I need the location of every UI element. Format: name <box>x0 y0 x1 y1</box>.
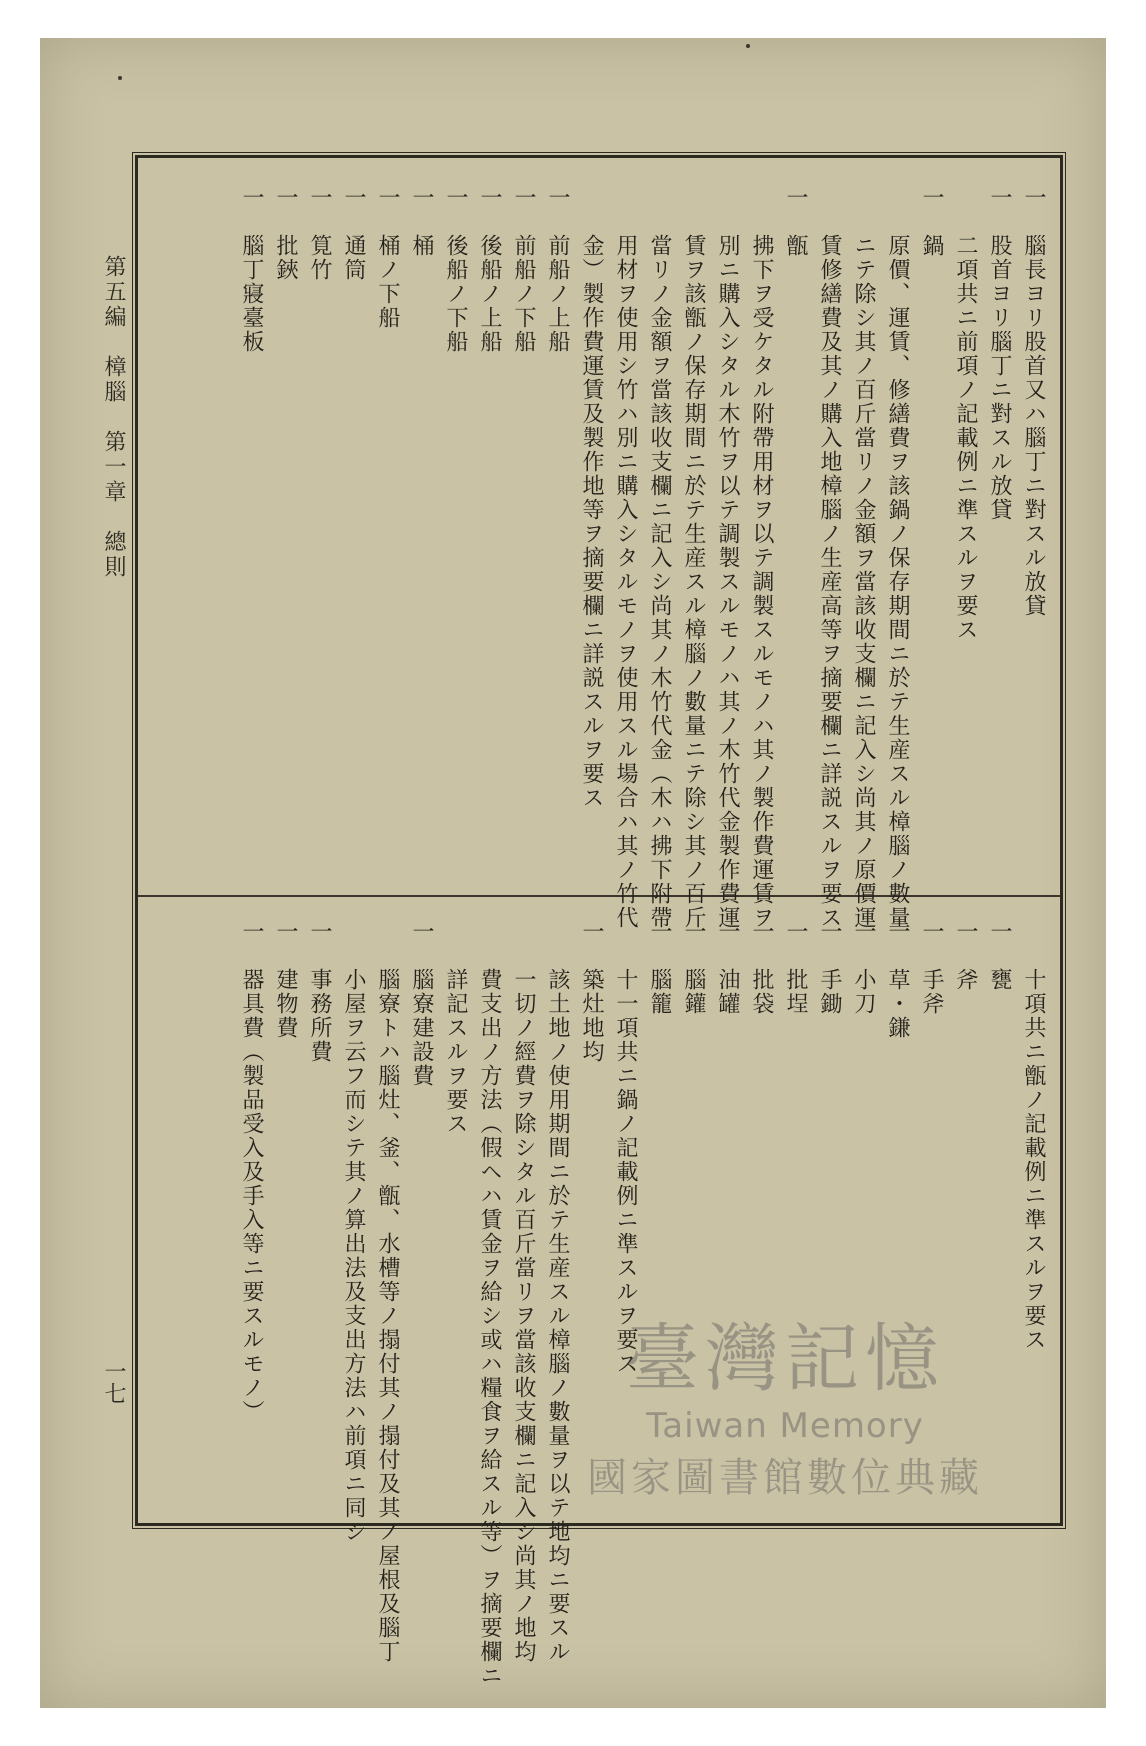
lower-column: 一 腦寮建設費 <box>409 920 434 1088</box>
lower-column: 一 事務所費 <box>307 920 332 1064</box>
watermark-subtitle: 國家圖書館數位典藏 <box>587 1455 983 1501</box>
lower-column: 一 建物費 <box>273 920 298 1040</box>
lower-column: 一 築灶地均 <box>579 920 604 1064</box>
lower-column: 一 手鋤 <box>817 920 842 1016</box>
watermark-title: 臺灣記憶 <box>625 1316 945 1402</box>
upper-column: 一 股首ヨリ腦丁ニ對スル放貸 <box>987 186 1012 522</box>
lower-column: 小屋ヲ云フ而シテ其ノ算出法及支出方法ハ前項ニ同シ <box>341 920 366 1544</box>
lower-column: 詳記スルヲ要ス <box>443 920 468 1136</box>
lower-column: 一 甕 <box>987 920 1012 992</box>
lower-column: 十項共ニ甑ノ記載例ニ準スルヲ要ス <box>1021 920 1046 1352</box>
upper-column: 一 桶ノ下船 <box>375 186 400 330</box>
watermark-english: Taiwan Memory <box>646 1406 924 1446</box>
paper-speck <box>746 44 750 48</box>
upper-column: 賃修繕費及其ノ購入地樟腦ノ生産高等ヲ摘要欄ニ詳説スルヲ要ス <box>817 186 842 930</box>
upper-column: 當リノ金額ヲ當該收支欄ニ記入シ尚其ノ木竹代金（木ハ拂下附帶 <box>647 186 672 930</box>
upper-column: ニテ除シ其ノ百斤當リノ金額ヲ當該收支欄ニ記入シ尚其ノ原價運 <box>851 186 876 930</box>
lower-column: 一 器具費（製品受入及手入等ニ要スルモノ） <box>239 920 264 1424</box>
lower-column: 費支出ノ方法（假ヘハ賃金ヲ給シ或ハ糧食ヲ給スル等）ヲ摘要欄ニ <box>477 920 502 1688</box>
page-number: 一七 <box>101 1360 126 1404</box>
upper-column: 用材ヲ使用シ竹ハ別ニ購入シタルモノヲ使用スル場合ハ其ノ竹代 <box>613 186 638 930</box>
upper-column: 拂下ヲ受ケタル附帶用材ヲ以テ調製スルモノハ其ノ製作費運賃ヲ <box>749 186 774 930</box>
paper-speck <box>118 76 122 80</box>
upper-column: 一 通筒 <box>341 186 366 282</box>
section-divider <box>138 895 1060 897</box>
lower-column: 一 草・鎌 <box>885 920 910 1040</box>
lower-column: 一 腦鑵 <box>681 920 706 1016</box>
upper-column: 一 桶 <box>409 186 434 258</box>
running-head: 第五編 樟腦 第一章 總則 <box>101 255 126 580</box>
upper-column: 一 前船ノ下船 <box>511 186 536 354</box>
upper-column: 一 腦長ヨリ股首又ハ腦丁ニ對スル放貸 <box>1021 186 1046 618</box>
upper-column: 一 甑 <box>783 186 808 258</box>
lower-column: 該土地ノ使用期間ニ於テ生産スル樟腦ノ數量ヲ以テ地均ニ要スル <box>545 920 570 1664</box>
upper-column: 一 筧竹 <box>307 186 332 282</box>
lower-column: 一切ノ經費ヲ除シタル百斤當リヲ當該收支欄ニ記入シ尚其ノ地均 <box>511 920 536 1664</box>
upper-column: 一 後船ノ上船 <box>477 186 502 354</box>
lower-column: 一 批袋 <box>749 920 774 1016</box>
lower-column: 一 批埕 <box>783 920 808 1016</box>
lower-column: 一 腦籠 <box>647 920 672 1016</box>
lower-column: 一 油罐 <box>715 920 740 1016</box>
lower-column: 一 斧 <box>953 920 978 992</box>
upper-column: 金）製作費運賃及製作地等ヲ摘要欄ニ詳説スルヲ要ス <box>579 186 604 810</box>
upper-column: 一 腦丁寢臺板 <box>239 186 264 354</box>
lower-column: 腦寮トハ腦灶、釜、甑、水槽等ノ搨付其ノ搨付及其ノ屋根及腦丁 <box>375 920 400 1664</box>
upper-column: 一 前船ノ上船 <box>545 186 570 354</box>
upper-column: 一 批鋏 <box>273 186 298 282</box>
lower-column: 一 手斧 <box>919 920 944 1016</box>
upper-column: 賃ヲ該甑ノ保存期間ニ於テ生産スル樟腦ノ數量ニテ除シ其ノ百斤 <box>681 186 706 930</box>
upper-column: 二項共ニ前項ノ記載例ニ準スルヲ要ス <box>953 186 978 642</box>
lower-column: 一 小刀 <box>851 920 876 1016</box>
upper-column: 別ニ購入シタル木竹ヲ以テ調製スルモノハ其ノ木竹代金製作費運 <box>715 186 740 930</box>
library-watermark <box>525 1300 1045 1503</box>
lower-column: 十一項共ニ鍋ノ記載例ニ準スルヲ要ス <box>613 920 638 1376</box>
upper-column: 一 鍋 <box>919 186 944 258</box>
upper-column: 原價、運賃、修繕費ヲ該鍋ノ保存期間ニ於テ生産スル樟腦ノ數量 <box>885 186 910 930</box>
upper-column: 一 後船ノ下船 <box>443 186 468 354</box>
